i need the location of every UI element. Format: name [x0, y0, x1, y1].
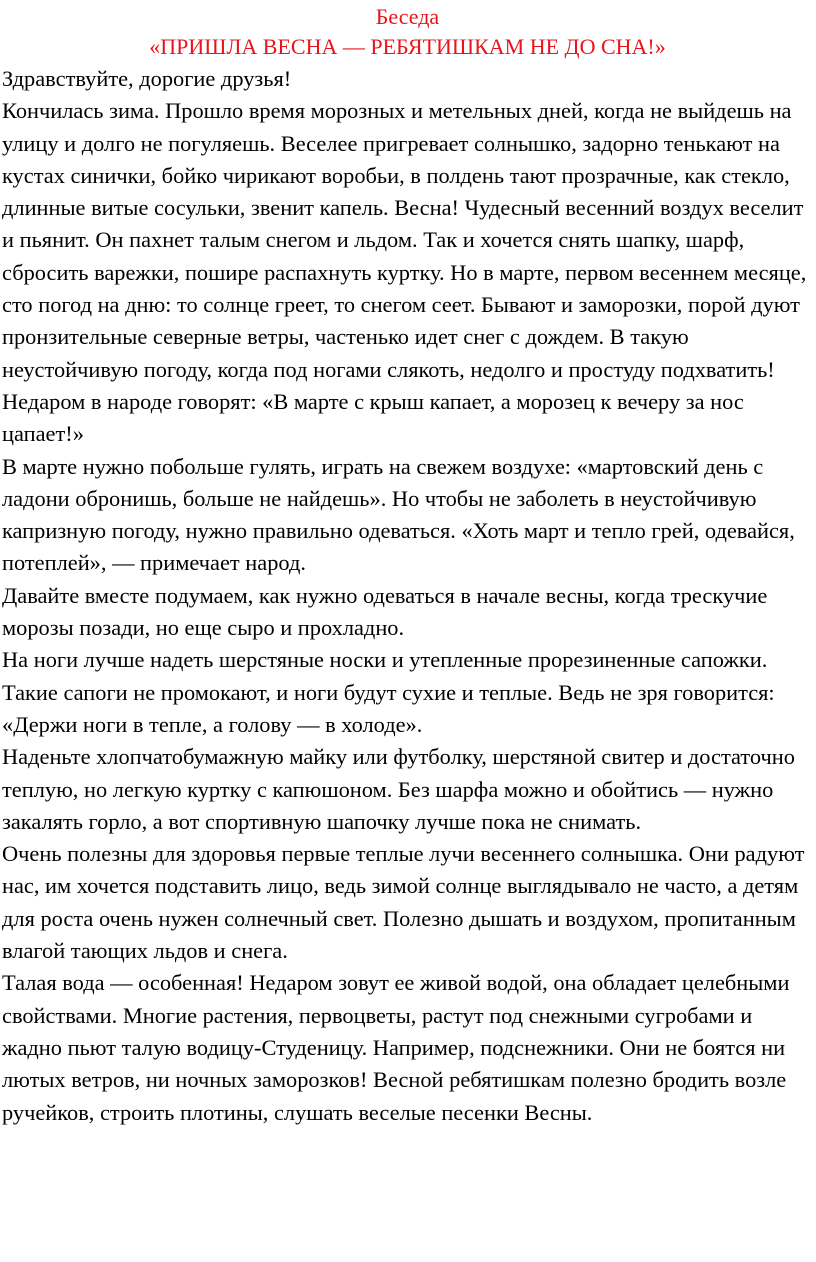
document-body [2, 63, 813, 1129]
paragraph-walk-and-dress: В марте нужно побольше гулять, играть на свежем воздухе: «мартовский день с ладони обронишь, больше не найдешь». Но чтобы не заболеть в неустойчивую капризную погоду, нужно правильно одеваться. «Хоть март и тепло грей, одевайся, потеплей», — примечает народ. [2, 453, 795, 576]
paragraph-lets-think: Давайте вместе подумаем, как нужно одеваться в начале весны, когда трескучие морозы позади, но еще сыро и прохладно. [2, 582, 768, 641]
paragraph-sunlight: Очень полезны для здоровья первые теплые лучи весеннего солнышка. Они радуют нас, им хочется подставить лицо, ведь зимой солнце выглядывало не часто, а детям для роста очень нужен солнечный свет. Полезно дышать и воздухом, пропитанным влагой тающих льдов и снега. [2, 841, 805, 964]
paragraph-end-of-winter: Кончилась зима. Прошло время морозных и метельных дней, когда не выйдешь на улицу и долго не погуляешь. Веселее пригревает солнышко, задорно тенькают на кустах синички, бойко чирикают воробьи, в полдень тают прозрачные, как стекло, длинные витые сосульки, звенит капель. Весна! Чудесный весенний воздух веселит и пьянит. Он пахнет талым снегом и льдом. Так и хочется снять шапку, шарф, сбросить варежки, пошире распахнуть куртку. Но в марте, первом весеннем месяце, сто погод на дню: то солнце греет, то снегом сеет. Бывают и заморозки, порой дуют пронзительные северные ветры, частенько идет снег с дождем. В такую неустойчивую погоду, когда под ногами слякоть, недолго и простуду подхватить! [2, 98, 807, 382]
paragraph-proverb-march: Недаром в народе говорят: «В марте с крыш капает, а морозец к вечеру за нос цапает!» [2, 388, 744, 447]
paragraph-footwear: На ноги лучше надеть шерстяные носки и утепленные прорезиненные сапожки. Такие сапоги не промокают, и ноги будут сухие и теплые. Ведь не зря говорится: «Держи ноги в тепле, а голову — в холоде». [2, 647, 775, 737]
document-kind-heading: Беседа [375, 4, 440, 29]
document-title: «ПРИШЛА ВЕСНА — РЕБЯТИШКАМ НЕ ДО СНА!» [149, 34, 666, 59]
paragraph-clothing: Наденьте хлопчатобумажную майку или футболку, шерстяной свитер и достаточно теплую, но легкую куртку с капюшоном. Без шарфа можно и обойтись — нужно закалять горло, а вот спортивную шапочку лучше пока не снимать. [2, 744, 795, 834]
paragraph-greeting: Здравствуйте, дорогие друзья! [2, 66, 292, 91]
paragraph-melt-water: Талая вода — особенная! Недаром зовут ее живой водой, она обладает целебными свойствами. Многие растения, первоцветы, растут под снежными сугробами и жадно пьют талую водицу-Студеницу. Например, подснежники. Они не боятся ни лютых ветров, ни ночных заморозков! Весной ребятишкам полезно бродить возле ручейков, строить плотины, слушать веселые песенки Весны. [2, 970, 790, 1125]
